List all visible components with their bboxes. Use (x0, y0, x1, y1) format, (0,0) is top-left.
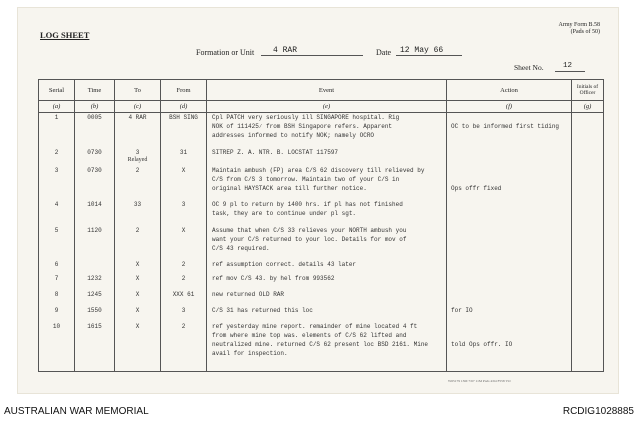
table-row (39, 274, 604, 290)
action-line (451, 349, 571, 358)
serial-cell (39, 226, 75, 260)
table-row (39, 113, 604, 148)
from-cell-text: 31 (179, 148, 188, 156)
initials-cell (572, 166, 604, 200)
event-line: NOK of 111425∕ from BSH Singapore refers. Apparent (212, 123, 393, 130)
from-cell-text: 2 (181, 260, 186, 268)
action-cell (447, 290, 572, 306)
table-row (39, 290, 604, 306)
column-letter: (e) (207, 101, 447, 113)
date-underline (396, 55, 462, 56)
army-form-number: Army Form B.58 (558, 22, 600, 28)
event-line: C/S 43 required. (212, 244, 270, 252)
event-line: from where mine top was. elements of C/S 62 lifted and (212, 331, 407, 339)
formation-underline (261, 55, 363, 56)
event-cell (207, 306, 447, 322)
column-letter: (b) (75, 101, 115, 113)
initials-cell (572, 148, 604, 166)
sheet-number-value: 12 (563, 62, 573, 70)
to-cell (115, 322, 161, 372)
to-cell-text: X (135, 274, 140, 282)
column-header-event: Event (207, 80, 447, 101)
to-cell-text: 2 (135, 166, 140, 174)
action-line: for IO (451, 306, 473, 314)
time-cell-text: 1550 (87, 306, 102, 314)
action-cell (447, 200, 572, 226)
event-line: ref assumption correct. details 43 later (212, 260, 357, 268)
serial-cell (39, 260, 75, 274)
time-cell (75, 148, 115, 166)
printer-note: W65179 13M 7/67 11M Pads 4/64 F558 VO (448, 379, 511, 383)
time-cell (75, 274, 115, 290)
from-cell (161, 148, 207, 166)
from-cell (161, 226, 207, 260)
action-line (451, 226, 571, 235)
from-cell-text: 2 (181, 274, 186, 282)
column-letter-row (39, 101, 604, 113)
serial-cell-text: 2 (54, 148, 59, 156)
header-row (39, 80, 604, 101)
from-cell (161, 322, 207, 372)
from-cell (161, 200, 207, 226)
event-cell (207, 274, 447, 290)
sheet-number-label: Sheet No. (514, 63, 544, 72)
event-cell (207, 200, 447, 226)
serial-cell (39, 200, 75, 226)
to-cell (115, 113, 161, 148)
to-cell-note: Relayed (127, 156, 148, 163)
time-cell-text: 1615 (87, 322, 102, 330)
table-row (39, 322, 604, 372)
to-cell-text: 2 (135, 226, 140, 234)
action-cell (447, 148, 572, 166)
archive-label: AUSTRALIAN WAR MEMORIAL (4, 406, 149, 417)
to-cell (115, 148, 161, 166)
to-cell (115, 290, 161, 306)
from-cell-text: 2 (181, 322, 186, 330)
time-cell (75, 322, 115, 372)
action-line (451, 131, 571, 140)
to-cell (115, 274, 161, 290)
to-cell (115, 306, 161, 322)
serial-cell-text: 4 (54, 200, 59, 208)
date-value: 12 May 66 (400, 46, 444, 55)
event-cell (207, 166, 447, 200)
event-line: SITREP Z. A. NTR. B. LOCSTAT 117597 (212, 148, 339, 156)
action-line: OC to be informed first tiding (451, 123, 560, 130)
serial-cell-text: 3 (54, 166, 59, 174)
action-line (451, 200, 571, 209)
log-table (38, 79, 604, 372)
column-letter: (d) (161, 101, 207, 113)
from-cell (161, 290, 207, 306)
initials-cell (572, 322, 604, 372)
sheet-number-underline (555, 71, 585, 72)
event-line: task, they are to continue under pl sgt. (212, 209, 357, 217)
log-sheet-title: LOG SHEET (40, 30, 90, 40)
event-line: avail for inspection. (212, 349, 288, 357)
action-cell (447, 306, 572, 322)
event-line: neutralized mine. returned C/S 62 present loc BSD 2161. Mine (212, 340, 429, 348)
action-line: told Ops offr. IO (451, 340, 513, 348)
initials-cell (572, 260, 604, 274)
column-header-serial: Serial (39, 80, 75, 101)
event-cell (207, 260, 447, 274)
time-cell-text: 1245 (87, 290, 102, 298)
action-line (451, 166, 571, 175)
action-line (451, 175, 571, 184)
to-cell-text: 3 (135, 148, 140, 156)
event-line: original HAYSTACK area till further notice. (212, 184, 367, 192)
catalogue-id: RCDIG1028885 (562, 406, 634, 417)
event-line: C/S from C/S 3 tomorrow. Maintain two of your C/S in (212, 175, 400, 183)
from-cell-text: X (181, 226, 186, 234)
serial-cell-text: 9 (54, 306, 59, 314)
table-row (39, 306, 604, 322)
action-line (451, 331, 571, 340)
from-cell (161, 260, 207, 274)
to-cell-text: 4 RAR (128, 114, 147, 121)
serial-cell-text: 1 (54, 114, 59, 121)
action-cell (447, 113, 572, 148)
action-line (451, 274, 571, 283)
event-line: want your C/S returned to your loc. Details for mov of (212, 235, 407, 243)
time-cell-text: 1120 (87, 226, 102, 234)
table-row (39, 226, 604, 260)
table-row (39, 200, 604, 226)
time-cell-text: 1232 (87, 274, 102, 282)
event-cell (207, 226, 447, 260)
time-cell (75, 306, 115, 322)
initials-cell (572, 113, 604, 148)
serial-cell-text: 6 (54, 260, 59, 268)
event-line: Assume that when C/S 33 relieves your NORTH ambush you (212, 226, 407, 234)
formation-value: 4 RAR (273, 46, 298, 55)
action-line (451, 290, 571, 299)
action-cell (447, 260, 572, 274)
action-line: Ops offr fixed (451, 184, 502, 192)
column-header-time: Time (75, 80, 115, 101)
log-entries (39, 113, 604, 372)
time-cell (75, 166, 115, 200)
table-row (39, 260, 604, 274)
initials-cell (572, 306, 604, 322)
from-cell-text: 3 (181, 306, 186, 314)
initials-cell (572, 274, 604, 290)
serial-cell (39, 274, 75, 290)
serial-cell (39, 113, 75, 148)
time-cell-text: 0005 (87, 114, 102, 121)
action-line (451, 148, 571, 157)
from-cell (161, 306, 207, 322)
to-cell-text: 33 (133, 200, 142, 208)
action-line (451, 322, 571, 331)
column-letter: (c) (115, 101, 161, 113)
from-cell-text: 3 (181, 200, 186, 208)
from-cell-text: XXX 61 (172, 290, 195, 298)
column-letter: (f) (447, 101, 572, 113)
column-header-initials: Initials of Officer (572, 80, 604, 101)
initials-cell (572, 290, 604, 306)
serial-cell (39, 322, 75, 372)
initials-cell (572, 200, 604, 226)
event-line: OC 9 pl to return by 1400 hrs. if pl has not finished (212, 200, 403, 208)
to-cell-text: X (135, 322, 140, 330)
column-letter: (a) (39, 101, 75, 113)
from-cell (161, 274, 207, 290)
time-cell-text: 1014 (87, 200, 102, 208)
serial-cell (39, 148, 75, 166)
pads-of: (Pads of 50) (570, 29, 600, 35)
time-cell-text: 0730 (87, 148, 102, 156)
action-line (451, 113, 571, 122)
event-line: C/S 31 has returned this loc (212, 306, 313, 314)
action-cell (447, 166, 572, 200)
to-cell-text: X (135, 290, 140, 298)
time-cell-text: 0730 (87, 166, 102, 174)
event-cell (207, 322, 447, 372)
column-header-from: From (161, 80, 207, 101)
serial-cell-text: 8 (54, 290, 59, 298)
event-line: ref mov C/S 43. by hel from 993562 (212, 274, 335, 282)
column-header-action: Action (447, 80, 572, 101)
army-form-reference (558, 22, 600, 36)
to-cell (115, 166, 161, 200)
action-cell (447, 226, 572, 260)
time-cell (75, 113, 115, 148)
event-line: new returned OLD RAR (212, 290, 285, 298)
event-cell (207, 113, 447, 148)
time-cell (75, 226, 115, 260)
to-cell (115, 200, 161, 226)
from-cell-text: X (181, 166, 186, 174)
from-cell (161, 113, 207, 148)
event-line: addresses informed to notify NOK; namely OCRO (212, 132, 375, 139)
from-cell (161, 166, 207, 200)
serial-cell (39, 306, 75, 322)
time-cell (75, 200, 115, 226)
time-cell (75, 290, 115, 306)
table-row (39, 148, 604, 166)
serial-cell-text: 7 (54, 274, 59, 282)
to-cell (115, 260, 161, 274)
event-cell (207, 148, 447, 166)
column-header-to: To (115, 80, 161, 101)
event-line: ref yesterday mine report. remainder of mine located 4 ft (212, 322, 418, 330)
to-cell-text: X (135, 260, 140, 268)
formation-label: Formation or Unit (196, 48, 255, 57)
column-letter: (g) (572, 101, 604, 113)
serial-cell-text: 5 (54, 226, 59, 234)
time-cell (75, 260, 115, 274)
table-row (39, 166, 604, 200)
to-cell (115, 226, 161, 260)
serial-cell (39, 166, 75, 200)
action-cell (447, 274, 572, 290)
serial-cell-text: 10 (52, 322, 61, 330)
action-cell (447, 322, 572, 372)
initials-cell (572, 226, 604, 260)
from-cell-text: BSH SING (169, 114, 198, 121)
serial-cell (39, 290, 75, 306)
event-cell (207, 290, 447, 306)
action-line (451, 260, 571, 269)
event-line: Cpl PATCH very seriously ill SINGAPORE hospital. Rig (212, 114, 400, 121)
event-line: Maintain ambush (FP) area C/S 62 discovery till relieved by (212, 166, 425, 174)
date-label: Date (376, 48, 392, 57)
log-sheet-page (18, 8, 618, 393)
to-cell-text: X (135, 306, 140, 314)
